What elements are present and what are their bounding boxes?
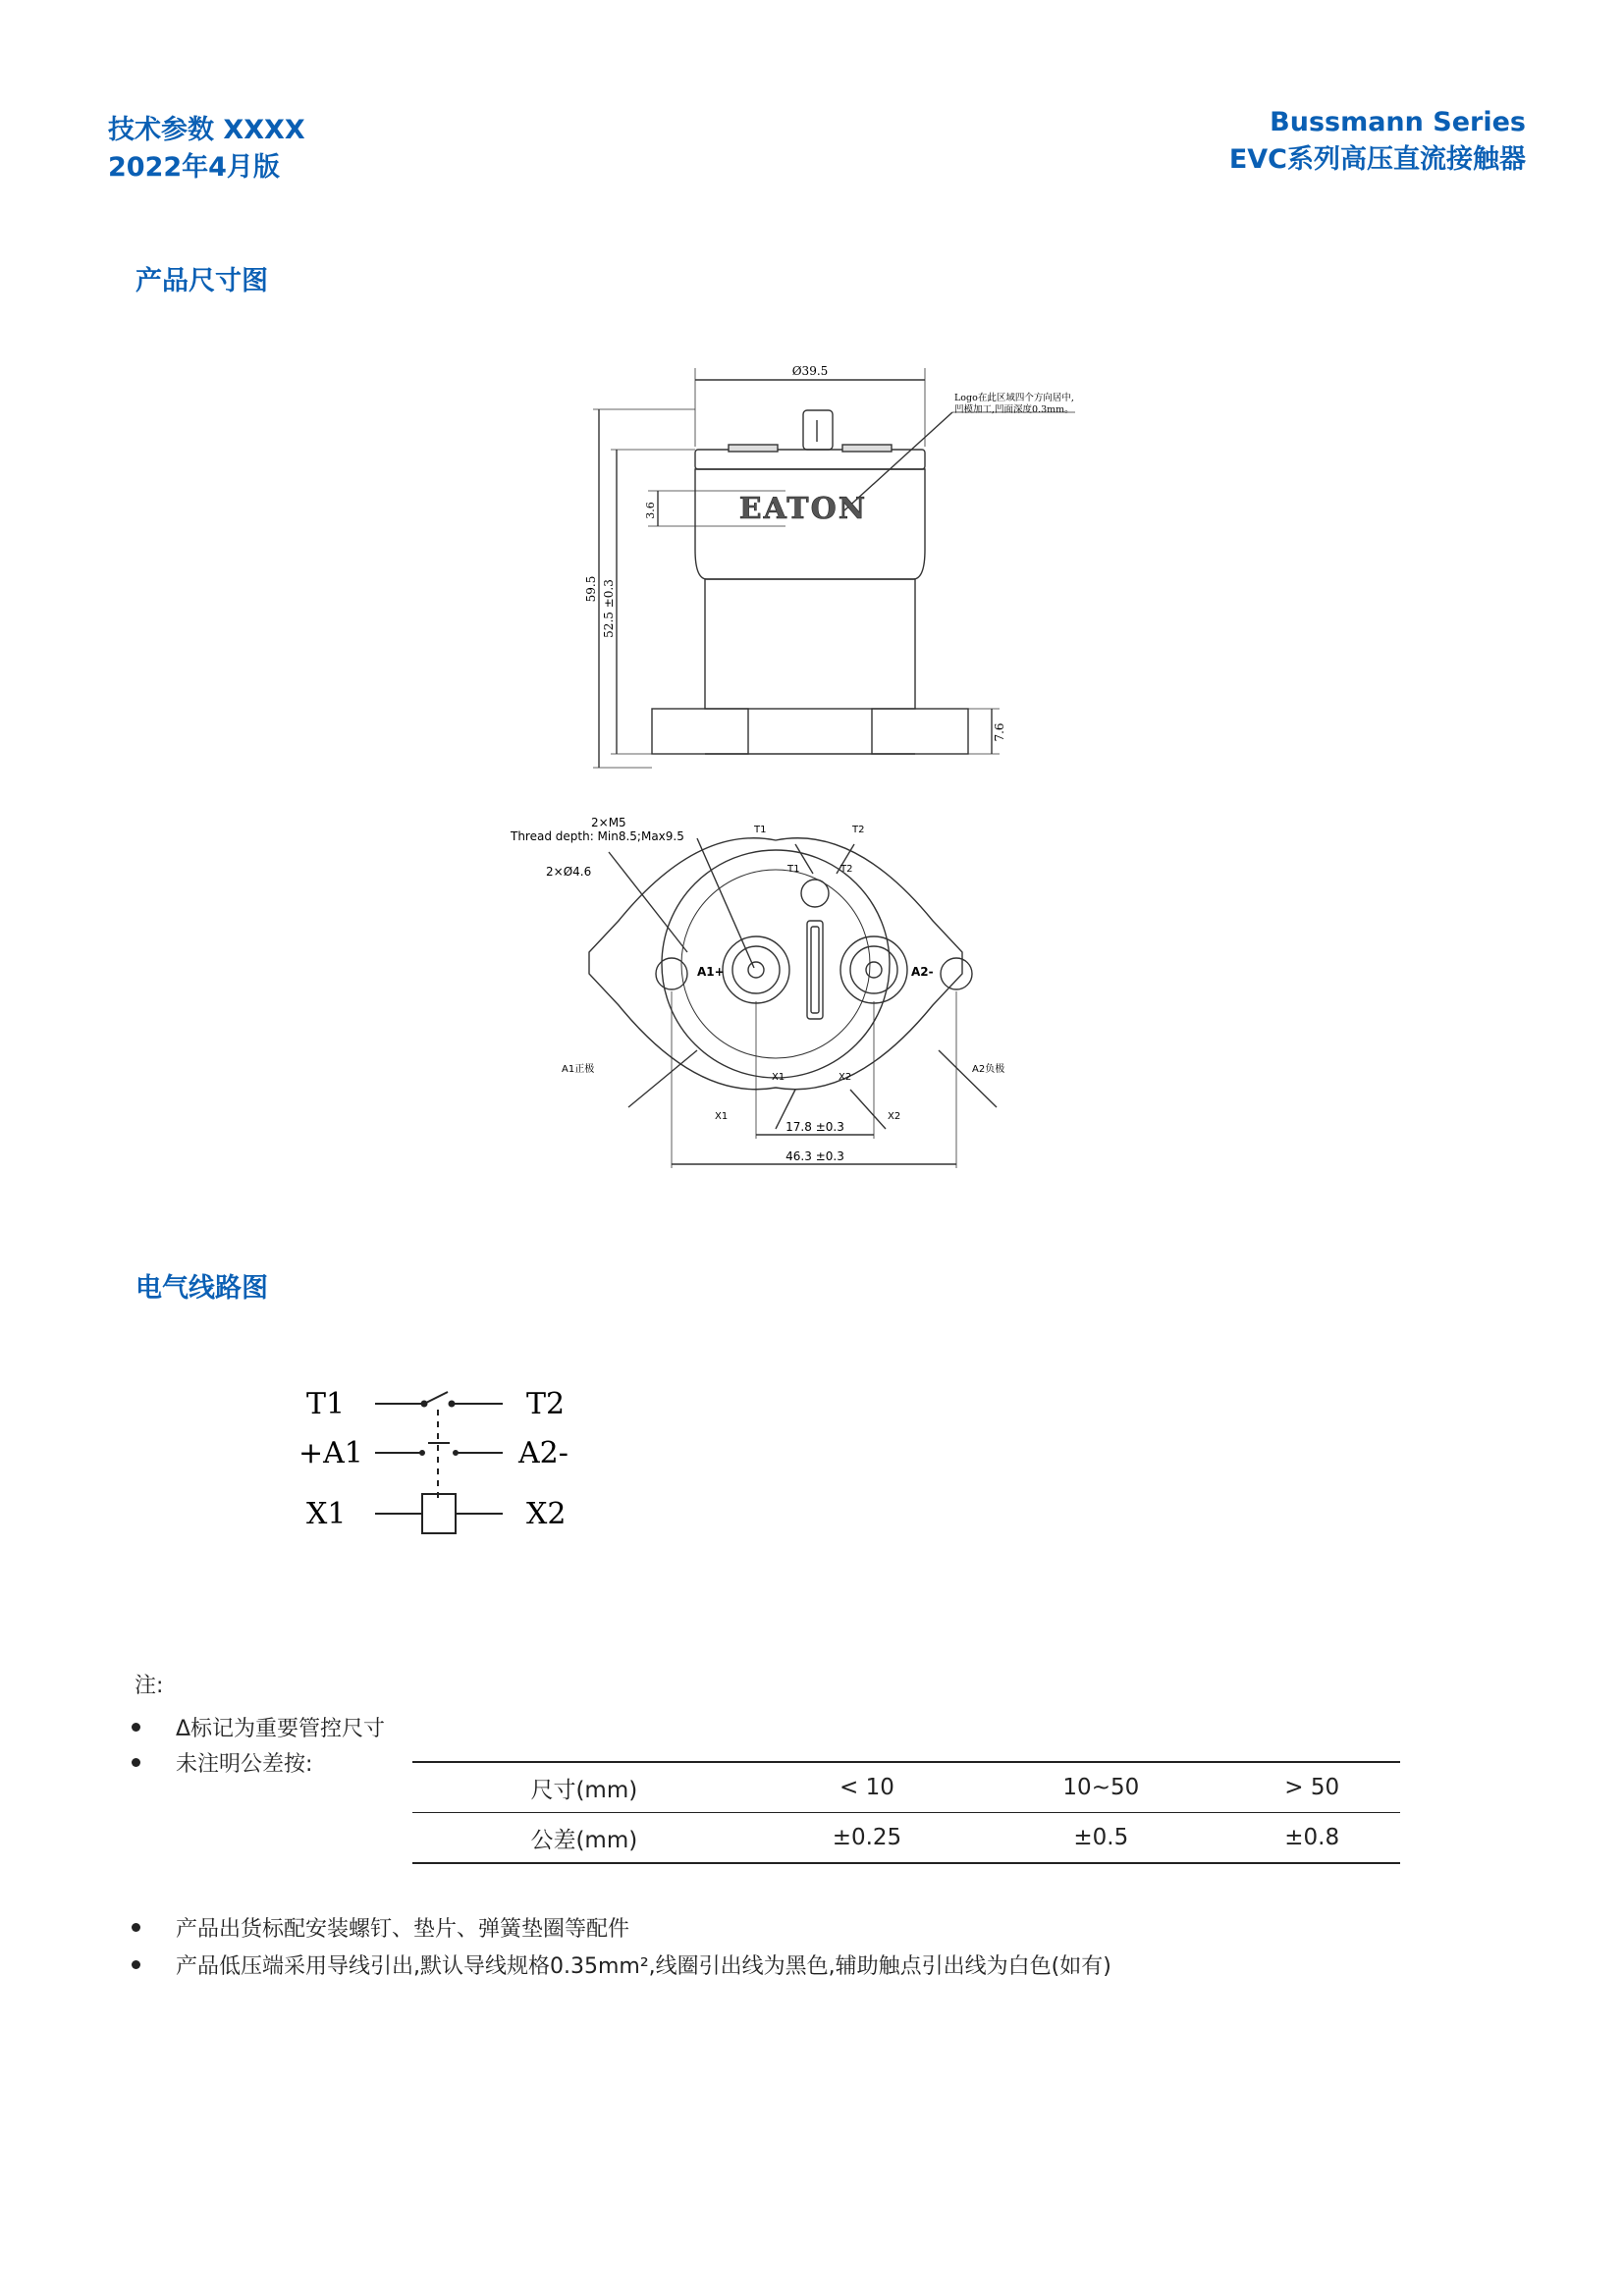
dim-595-label: 59.5	[584, 575, 598, 603]
lower-body	[705, 579, 915, 709]
circuit-x1: X1	[306, 1497, 347, 1531]
circuit-a1: +A1	[298, 1436, 363, 1470]
hole-leader	[609, 852, 687, 952]
m5-leader	[697, 838, 754, 968]
t2-small: T2	[840, 864, 853, 875]
table-cell: 公差(mm)	[412, 1813, 756, 1864]
header-right	[1229, 104, 1526, 179]
aux-post	[801, 880, 829, 907]
bullet-dot	[132, 1758, 140, 1767]
x1-small: X1	[772, 1072, 785, 1083]
a2-label: A2-	[911, 965, 934, 979]
series-name: Bussmann Series	[1270, 107, 1526, 137]
note-item-3	[132, 1912, 629, 1943]
table-cell: ±0.8	[1223, 1813, 1400, 1864]
table-row	[412, 1813, 1400, 1864]
bullet-dot	[132, 1923, 140, 1932]
a2-leader	[939, 1050, 997, 1107]
hole-label: 2×Ø4.6	[546, 865, 592, 879]
logo-note-2: 凹模加工,凹面深度0.3mm。	[954, 404, 1074, 415]
bullet-dot	[132, 1723, 140, 1732]
notes-label: 注:	[135, 1674, 164, 1698]
circuit-a2: A2-	[518, 1436, 568, 1470]
a1-label: A1+	[697, 965, 725, 979]
dimensions-title: 产品尺寸图	[135, 266, 268, 296]
top-view-geometry	[501, 805, 1051, 1178]
table-header-row	[412, 1762, 1400, 1813]
a1-pos-label: A1正极	[562, 1064, 595, 1075]
thread-label: Thread depth: Min8.5;Max9.5	[511, 829, 684, 843]
dim-178-label: 17.8 ±0.3	[785, 1120, 844, 1134]
t1-small: T1	[787, 864, 800, 875]
table-cell: 尺寸(mm)	[412, 1762, 756, 1813]
dim-76-label: 7.6	[993, 722, 1006, 742]
bullet-dot	[132, 1960, 140, 1969]
x1-label: X1	[715, 1111, 729, 1122]
eaton-logo: EATON	[738, 492, 868, 526]
logo-note-1: Logo在此区域四个方向居中,	[954, 393, 1074, 403]
t2-label: T2	[852, 825, 865, 835]
x2-leader	[850, 1090, 886, 1129]
note-item-4	[132, 1949, 1111, 1980]
center-barrier	[807, 921, 823, 1019]
edition: 2022年4月版	[108, 152, 280, 183]
note-text-4: 产品低压端采用导线引出,默认导线规格0.35mm²,线圈引出线为黑色,辅助触点引出线为白色(如有)	[176, 1954, 1111, 1979]
dim-463-label: 46.3 ±0.3	[785, 1149, 844, 1163]
x2-small: X2	[839, 1072, 852, 1083]
tolerance-table	[412, 1761, 1400, 1864]
table-cell: > 50	[1223, 1762, 1400, 1813]
top-cap	[695, 450, 925, 469]
aux-terminal	[803, 410, 833, 450]
note-text-2: 未注明公差按:	[176, 1752, 313, 1777]
dim-36-label: 3.6	[644, 502, 657, 519]
doc-type: 技术参数 XXXX	[108, 115, 305, 145]
circuit-x2: X2	[526, 1497, 567, 1531]
x2-label: X2	[888, 1111, 901, 1122]
header-left	[108, 112, 305, 187]
mount-hole-right	[941, 958, 972, 989]
a1-leader	[628, 1050, 697, 1107]
m5-label: 2×M5	[591, 816, 626, 829]
circuit-t2: T2	[526, 1387, 566, 1421]
table-cell: ±0.5	[978, 1813, 1223, 1864]
table-cell: 10~50	[978, 1762, 1223, 1813]
table-cell: ±0.25	[756, 1813, 979, 1864]
t1-label: T1	[754, 825, 767, 835]
note-text-3: 产品出货标配安装螺钉、垫片、弹簧垫圈等配件	[176, 1917, 630, 1942]
note-item-1	[132, 1712, 385, 1742]
a2-neg-label: A2负极	[972, 1064, 1005, 1075]
mount-hole-left	[656, 958, 687, 989]
dim-525-label: 52.5 ±0.3	[602, 579, 616, 638]
side-view-drawing	[579, 353, 1090, 805]
note-text-1: Δ标记为重要管控尺寸	[176, 1717, 386, 1741]
circuit-t1: T1	[306, 1387, 346, 1421]
foot-right	[872, 709, 968, 754]
table-cell: < 10	[756, 1762, 979, 1813]
product-name: EVC系列高压直流接触器	[1228, 144, 1526, 175]
wiring-title: 电气线路图	[135, 1273, 268, 1304]
circuit-diagram	[295, 1374, 589, 1561]
dim-dia-label: Ø39.5	[791, 364, 829, 378]
note-item-2	[132, 1747, 312, 1778]
foot-left	[652, 709, 748, 754]
